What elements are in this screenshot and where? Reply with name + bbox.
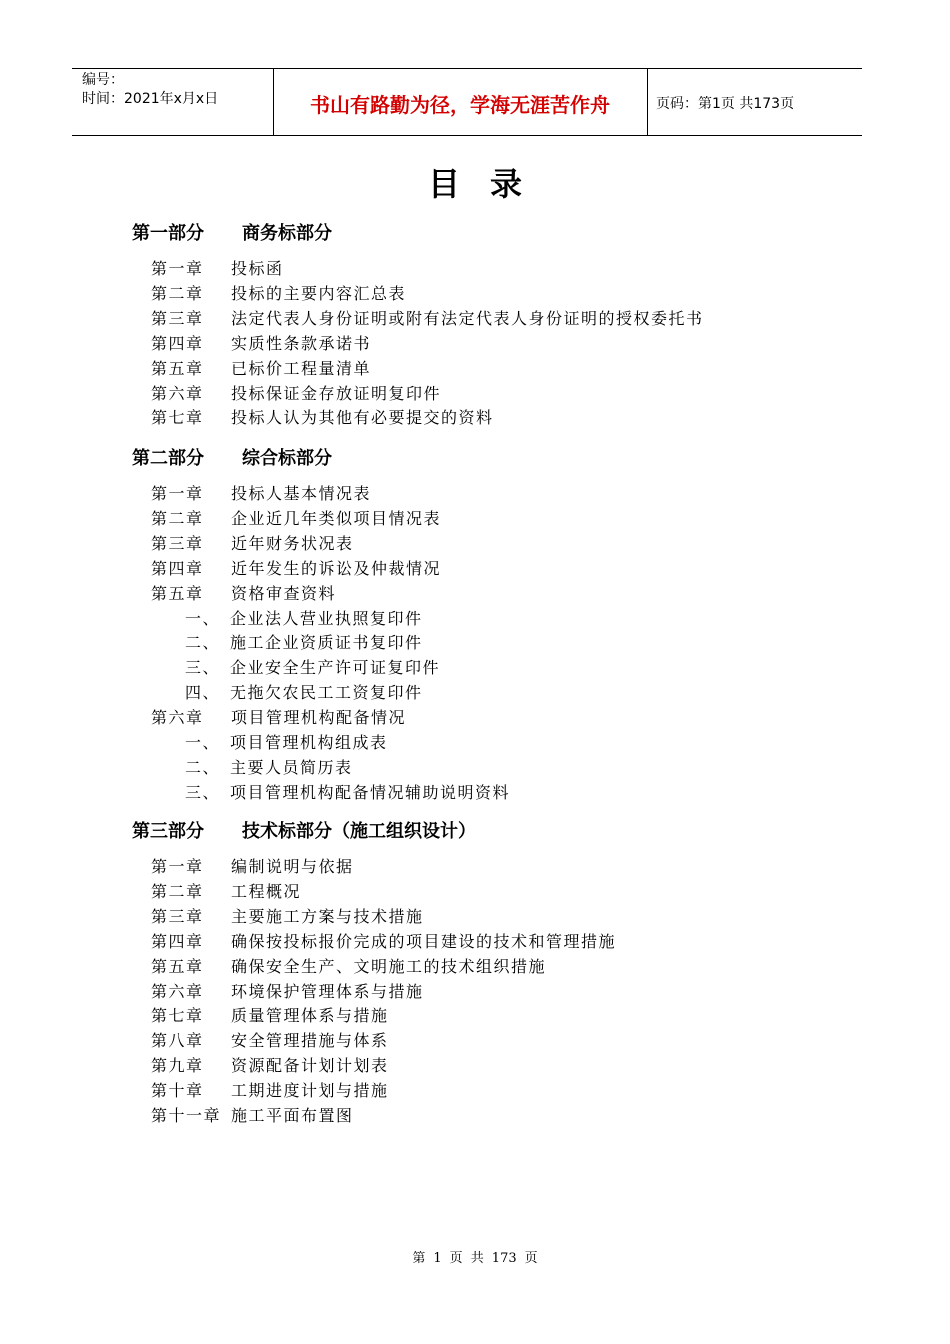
toc-part-title: 商务标部分 — [242, 223, 332, 244]
toc-part-title: 技术标部分（施工组织设计） — [242, 821, 476, 842]
toc-chapter-number: 第一章 — [151, 259, 204, 278]
toc-part-number: 第二部分 — [132, 448, 204, 469]
toc-chapter-number: 第八章 — [151, 1031, 204, 1051]
toc-subsection — [185, 682, 423, 704]
toc-chapter-number: 第五章 — [151, 358, 204, 378]
toc-part-number: 第一部分 — [132, 223, 204, 244]
toc-chapter-title: 资格审查资料 — [231, 583, 337, 603]
toc-chapter-title: 施工平面布置图 — [231, 1106, 354, 1125]
toc-chapter-title: 编制说明与依据 — [231, 857, 354, 876]
toc-chapter — [151, 931, 616, 953]
page-footer — [0, 1247, 950, 1266]
toc-part-title: 综合标部分 — [242, 448, 332, 469]
toc-chapter — [151, 583, 336, 605]
toc-subsection-number: 二、 — [185, 757, 221, 777]
toc-chapter-title: 投标保证金存放证明复印件 — [231, 383, 442, 403]
page-title: 目录 — [427, 165, 552, 203]
toc-chapter-number: 第三章 — [151, 533, 204, 553]
toc-chapter-title: 安全管理措施与体系 — [231, 1031, 389, 1051]
toc-chapter-number: 第七章 — [151, 408, 204, 428]
footer-page-mid: 页 共 — [449, 1251, 484, 1266]
toc-chapter-number: 第六章 — [151, 383, 204, 403]
toc-chapter-number: 第四章 — [151, 558, 204, 578]
toc-chapter-number: 第五章 — [151, 956, 204, 976]
toc-subsection — [185, 632, 423, 654]
header-motto: 书山有路勤为径，学海无涯苦作舟 — [310, 93, 610, 117]
toc-chapter-title: 环境保护管理体系与措施 — [231, 981, 424, 1001]
toc-chapter-title: 已标价工程量清单 — [231, 358, 372, 378]
toc-chapter — [151, 333, 371, 355]
toc-chapter-title: 确保按投标报价完成的项目建设的技术和管理措施 — [231, 931, 617, 951]
toc-subsection-title: 主要人员简历表 — [230, 757, 353, 777]
toc-chapter-number: 第四章 — [151, 931, 204, 951]
toc-chapter-title: 投标函 — [231, 259, 284, 278]
footer-page-total: 173 — [491, 1251, 517, 1266]
toc-subsection-number: 一、 — [185, 608, 221, 628]
toc-subsection-title: 项目管理机构配备情况辅助说明资料 — [230, 782, 511, 802]
footer-page-current: 1 — [433, 1251, 442, 1266]
toc-chapter-number: 第二章 — [151, 881, 204, 901]
toc-chapter — [151, 483, 371, 505]
toc-chapter — [151, 358, 371, 380]
toc-chapter-number: 第一章 — [151, 484, 204, 503]
toc-chapter-number: 第七章 — [151, 1006, 204, 1026]
toc-subsection-title: 无拖欠农民工工资复印件 — [230, 683, 423, 703]
toc-part-heading — [132, 820, 476, 844]
toc-chapter-number: 第二章 — [151, 283, 204, 303]
toc-chapter-number: 第五章 — [151, 583, 204, 603]
toc-chapter — [151, 533, 354, 555]
toc-chapter-number: 第三章 — [151, 308, 204, 328]
toc-chapter-title: 确保安全生产、文明施工的技术组织措施 — [231, 956, 547, 976]
toc-chapter — [151, 881, 301, 903]
toc-chapter — [151, 407, 494, 429]
toc-chapter — [151, 906, 424, 928]
toc-chapter — [151, 707, 406, 729]
toc-chapter-number: 第六章 — [151, 708, 204, 728]
toc-subsection-number: 三、 — [185, 782, 221, 802]
toc-part-number: 第三部分 — [132, 821, 204, 842]
toc-chapter-number: 第十一章 — [151, 1106, 222, 1125]
toc-chapter-title: 投标的主要内容汇总表 — [231, 283, 407, 303]
toc-chapter-number: 第四章 — [151, 333, 204, 353]
toc-subsection — [185, 657, 440, 679]
toc-chapter-title: 工程概况 — [231, 881, 302, 901]
toc-chapter-title: 投标人基本情况表 — [231, 484, 372, 503]
toc-chapter-number: 第九章 — [151, 1056, 204, 1076]
toc-chapter-title: 法定代表人身份证明或附有法定代表人身份证明的授权委托书 — [231, 308, 704, 328]
header-page-label: 页码：第1页 共173页 — [656, 96, 795, 112]
toc-chapter — [151, 856, 354, 878]
toc-subsection-title: 企业安全生产许可证复印件 — [230, 658, 441, 678]
toc-chapter-title: 近年发生的诉讼及仲裁情况 — [231, 558, 442, 578]
toc-subsection-number: 二、 — [185, 633, 221, 653]
toc-subsection — [185, 732, 388, 754]
toc-chapter-number: 第十章 — [151, 1081, 204, 1101]
toc-chapter — [151, 258, 284, 280]
toc-chapter — [151, 308, 704, 330]
toc-chapter-title: 实质性条款承诺书 — [231, 333, 372, 353]
toc-chapter — [151, 283, 406, 305]
toc-chapter-number: 第三章 — [151, 906, 204, 926]
toc-subsection-number: 一、 — [185, 733, 221, 752]
toc-chapter-title: 项目管理机构配备情况 — [231, 708, 407, 728]
toc-chapter — [151, 1080, 389, 1102]
toc-chapter — [151, 1030, 389, 1052]
document-number-label: 编号： — [82, 72, 124, 88]
toc-chapter — [151, 383, 441, 405]
toc-chapter-number: 第二章 — [151, 508, 204, 528]
toc-chapter-title: 主要施工方案与技术措施 — [231, 906, 424, 926]
toc-subsection-title: 施工企业资质证书复印件 — [230, 633, 423, 653]
footer-page-suffix: 页 — [524, 1251, 538, 1266]
toc-chapter — [151, 508, 441, 530]
toc-chapter — [151, 981, 424, 1003]
toc-chapter — [151, 558, 441, 580]
toc-chapter-number: 第六章 — [151, 981, 204, 1001]
toc-part-heading — [132, 447, 332, 471]
toc-chapter-title: 投标人认为其他有必要提交的资料 — [231, 408, 494, 428]
toc-part-heading — [132, 222, 332, 246]
footer-page-prefix: 第 — [412, 1251, 426, 1266]
toc-subsection — [185, 782, 510, 804]
toc-chapter-title: 工期进度计划与措施 — [231, 1081, 389, 1101]
toc-chapter-title: 企业近几年类似项目情况表 — [231, 508, 442, 528]
toc-chapter-title: 资源配备计划计划表 — [231, 1056, 389, 1076]
toc-chapter-number: 第一章 — [151, 857, 204, 876]
toc-subsection-number: 四、 — [185, 683, 221, 703]
document-time-label: 时间：2021年x月x日 — [82, 91, 219, 107]
toc-subsection-title: 企业法人营业执照复印件 — [230, 608, 423, 628]
toc-subsection-number: 三、 — [185, 658, 221, 678]
toc-chapter — [151, 1005, 389, 1027]
toc-chapter-title: 近年财务状况表 — [231, 533, 354, 553]
toc-subsection — [185, 757, 353, 779]
toc-chapter-title: 质量管理体系与措施 — [231, 1006, 389, 1026]
toc-subsection — [185, 608, 423, 630]
toc-chapter — [151, 1105, 354, 1127]
toc-chapter — [151, 1055, 389, 1077]
toc-subsection-title: 项目管理机构组成表 — [230, 733, 388, 752]
toc-chapter — [151, 956, 546, 978]
